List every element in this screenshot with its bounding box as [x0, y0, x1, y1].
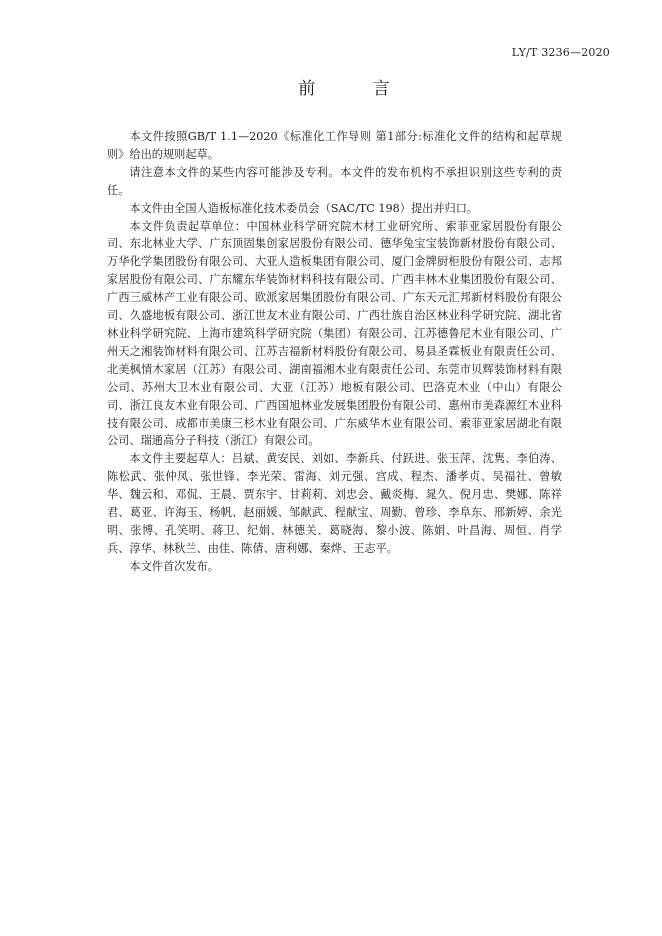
paragraph-patent-notice: 请注意本文件的某些内容可能涉及专利。本文件的发布机构不承担识别这些专利的责任。: [107, 165, 562, 197]
paragraph-first-release: 本文件首次发布。: [129, 559, 219, 573]
paragraph-drafting-rules: 本文件按照GB/T 1.1—2020《标准化工作导则 第1部分:标准化文件的结构和起草规则》给出的规则起草。: [107, 130, 562, 161]
page-title: 前 言: [298, 79, 416, 99]
header-divider: [48, 62, 614, 63]
foreword-body: [107, 128, 562, 576]
paragraph-drafting-organizations: 本文件负责起草单位：中国林业科学研究院木材工业研究所、索菲亚家居股份有限公司、东北林业大学、广东顶固集创家居股份有限公司、德华兔宝宝装饰新材股份有限公司、万华化学集团股份有限公司、大亚人造板集团有限公司、厦门金牌厨柜股份有限公司、志邦家居股份有限公司、广东耀东华装饰材料科技有限公司、广西丰林木业集团股份有限公司、广西三威林产工业有限公司、欧派家居集团股份有限公司、广东天元汇邦新材料股份有限公司、久盛地板有限公司、浙江世友木业有限公司、广西壮族自治区林业科学研究院、湖北省林业科学研究院、上海市建筑科学研究院（集团）有限公司、江苏德鲁尼木业有限公司、广州天之湘装饰材料有限公司、江苏吉福新材料股份有限公司、易县圣霖板业有限责任公司、北美枫情木家居（江苏）有限公司、湖南福湘木业有限责任公司、东莞市贝辉装饰材料有限公司、苏州大卫木业有限公司、大亚（江苏）地板有限公司、巴洛克木业（中山）有限公司、浙江良友木业有限公司、广西国旭林业发展集团股份有限公司、惠州市美森源红木业科技有限公司、成都市美康三杉木业有限公司、广东威华木业有限公司、索菲亚家居湖北有限公司、瑞通高分子科技（浙江）有限公司。: [107, 219, 562, 448]
paragraph-proposer: 本文件由全国人造板标准化技术委员会（SAC/TC 198）提出并归口。: [129, 201, 479, 215]
paragraph-drafters: 本文件主要起草人：吕斌、黄安民、刘如、李新兵、付跃进、张玉萍、沈隽、李伯涛、陈松武、张仲凤、张世锋、李光荣、雷海、刘元强、宫成、程杰、潘孝贞、吴福社、曾敏华、魏云和、邓侃、王晨、贾东宇、甘莉莉、刘忠会、戴炎梅、晁久、倪月忠、樊娜、陈祥君、葛亚、许海玉、杨帆、赵丽媛、邹献武、程献宝、周勤、曾珍、李阜东、邢新婷、余光明、张博、孔笑明、蒋卫、纪娟、林德关、葛晓海、黎小波、陈娟、叶昌海、周恒、肖学兵、淳华、林秋兰、由佳、陈倩、唐利娜、秦烨、王志平。: [107, 452, 562, 555]
standard-code: LY/T 3236—2020: [511, 46, 610, 59]
